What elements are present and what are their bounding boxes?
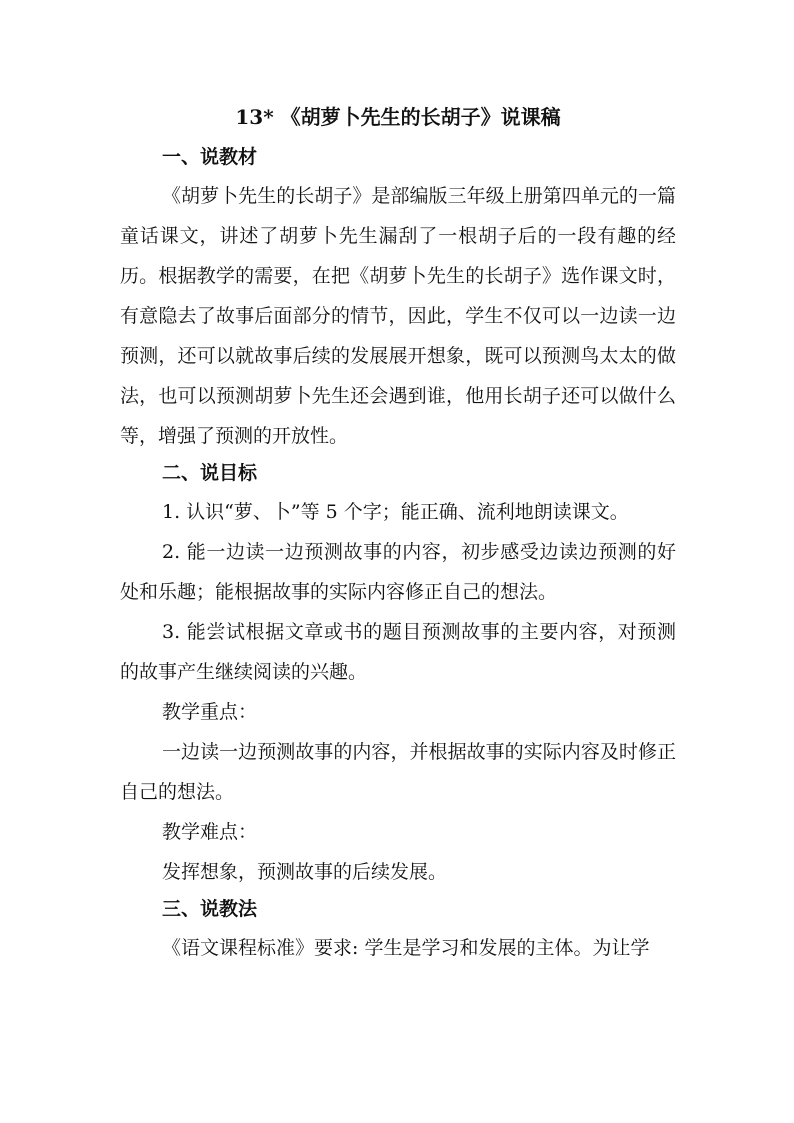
- paragraph: 3. 能尝试根据文章或书的题目预测故事的主要内容，对预测的故事产生继续阅读的兴趣。: [120, 621, 676, 683]
- document-body: [120, 100, 676, 968]
- paragraph: 《胡萝卜先生的长胡子》是部编版三年级上册第四单元的一篇童话课文，讲述了胡萝卜先生漏刮了一根胡子后的一段有趣的经历。根据教学的需要，在把《胡萝卜先生的长胡子》选作课文时，有意隐去了故事后面部分的情节，因此，学生不仅可以一边读一边预测，还可以就故事后续的发展展开想象，既可以预测鸟太太的做法，也可以预测胡萝卜先生还会遇到谁，他用长胡子还可以做什么等，增强了预测的开放性。: [120, 185, 676, 447]
- paragraph: 1. 认识“萝、卜”等 5 个字；能正确、流利地朗读课文。: [162, 501, 629, 523]
- paragraph: 发挥想象，预测故事的后续发展。: [162, 861, 448, 883]
- section-heading: 一、说教材: [162, 146, 258, 168]
- section-textbook: [120, 140, 676, 456]
- paragraph: 一边读一边预测故事的内容，并根据故事的实际内容及时修正自己的想法。: [120, 741, 676, 803]
- paragraph: 教学难点：: [162, 821, 258, 843]
- paragraph: 《语文课程标准》要求: 学生是学习和发展的主体。为让学: [162, 937, 650, 959]
- section-method: [120, 892, 676, 968]
- section-heading: 三、说教法: [162, 898, 258, 920]
- section-objectives: [120, 456, 676, 892]
- section-heading: 二、说目标: [162, 462, 258, 484]
- document-title: 13* 《胡萝卜先生的长胡子》说课稿: [235, 105, 561, 129]
- paragraph: 教学重点：: [162, 701, 258, 723]
- paragraph: 2. 能一边读一边预测故事的内容，初步感受边读边预测的好处和乐趣；能根据故事的实际内容修正自己的想法。: [120, 541, 676, 603]
